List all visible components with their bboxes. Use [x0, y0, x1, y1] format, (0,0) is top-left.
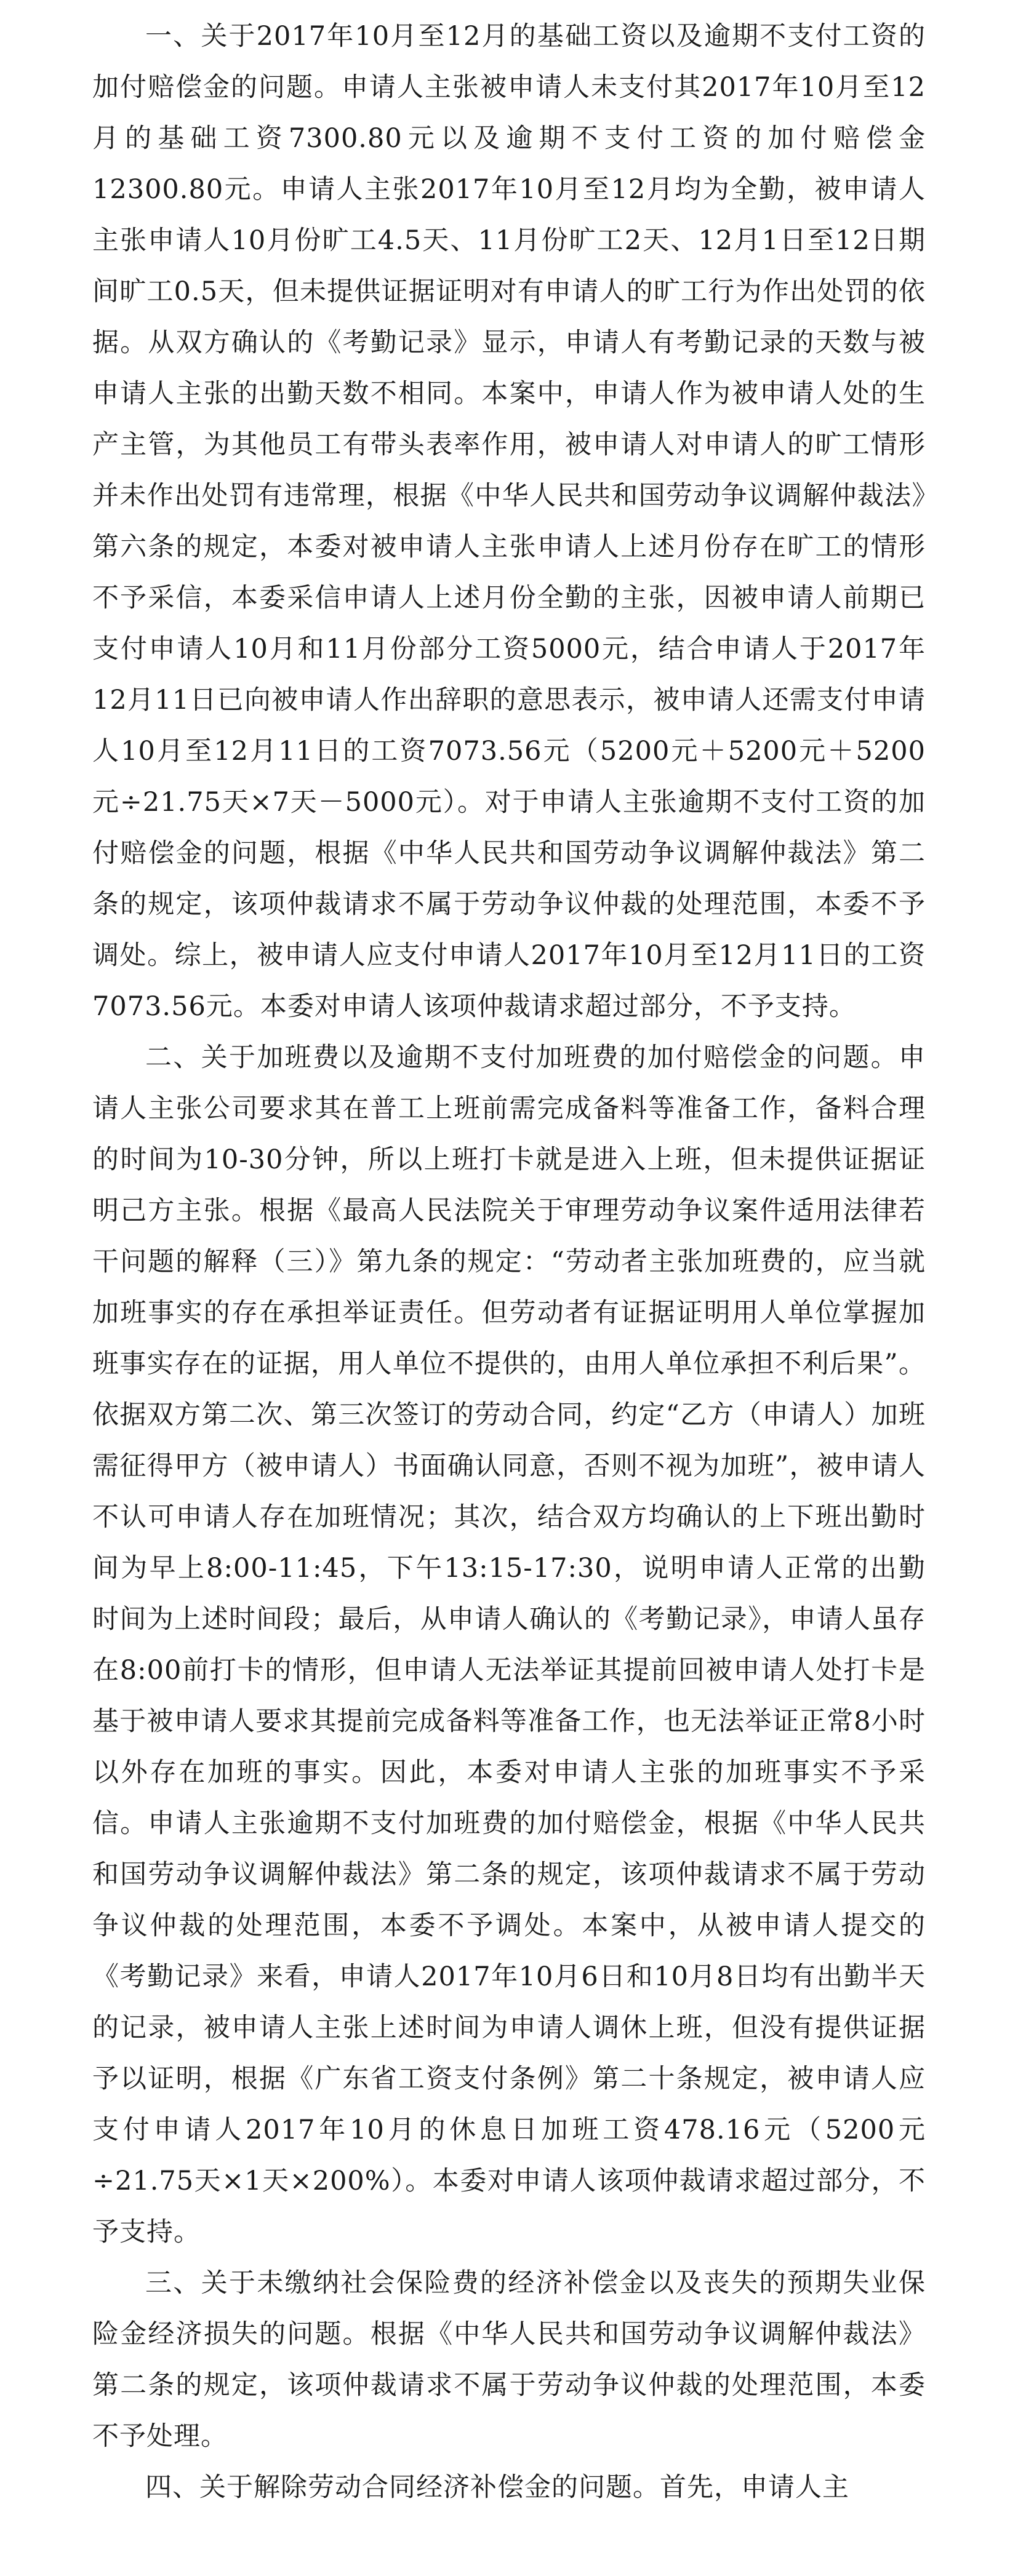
paragraph-3: 三、关于未缴纳社会保险费的经济补偿金以及丧失的预期失业保险金经济损失的问题。根据《中华人民共和国劳动争议调解仲裁法》第二条的规定，该项仲裁请求不属于劳动争议仲裁的处理范围，本委不予处理。 — [92, 2268, 926, 2452]
paragraph-1: 一、关于2017年10月至12月的基础工资以及逾期不支付工资的加付赔偿金的问题。申请人主张被申请人未支付其2017年10月至12月的基础工资7300.80元以及逾期不支付工资的加付赔偿金12300.80元。申请人主张2017年10月至12月均为全勤，被申请人主张申请人10月份旷工4.5天、11月份旷工2天、12月1日至12日期间旷工0.5天，但未提供证据证明对有申请人的旷工行为作出处罚的依据。从双方确认的《考勤记录》显示，申请人有考勤记录的天数与被申请人主张的出勤天数不相同。本案中，申请人作为被申请人处的生产主管，为其他员工有带头表率作用，被申请人对申请人的旷工情形并未作出处罚有违常理，根据《中华人民共和国劳动争议调解仲裁法》第六条的规定，本委对被申请人主张申请人上述月份存在旷工的情形不予采信，本委采信申请人上述月份全勤的主张，因被申请人前期已支付申请人10月和11月份部分工资5000元，结合申请人于2017年12月11日已向被申请人作出辞职的意思表示，被申请人还需支付申请人10月至12月11日的工资7073.56元（5200元＋5200元＋5200元÷21.75天×7天－5000元）。对于申请人主张逾期不支付工资的加付赔偿金的问题，根据《中华人民共和国劳动争议调解仲裁法》第二条的规定，该项仲裁请求不属于劳动争议仲裁的处理范围，本委不予调处。综上，被申请人应支付申请人2017年10月至12月11日的工资7073.56元。本委对申请人该项仲裁请求超过部分，不予支持。 — [92, 21, 926, 1022]
paragraph-2: 二、关于加班费以及逾期不支付加班费的加付赔偿金的问题。申请人主张公司要求其在普工上班前需完成备料等准备工作，备料合理的时间为10-30分钟，所以上班打卡就是进入上班，但未提供证据证明己方主张。根据《最高人民法院关于审理劳动争议案件适用法律若干问题的解释（三）》第九条的规定：“劳动者主张加班费的，应当就加班事实的存在承担举证责任。但劳动者有证据证明用人单位掌握加班事实存在的证据，用人单位不提供的，由用人单位承担不利后果”。依据双方第二次、第三次签订的劳动合同，约定“乙方（申请人）加班需征得甲方（被申请人）书面确认同意，否则不视为加班”，被申请人不认可申请人存在加班情况；其次，结合双方均确认的上下班出勤时间为早上8:00-11:45，下午13:15-17:30，说明申请人正常的出勤时间为上述时间段；最后，从申请人确认的《考勤记录》，申请人虽存在8:00前打卡的情形，但申请人无法举证其提前回被申请人处打卡是基于被申请人要求其提前完成备料等准备工作，也无法举证正常8小时以外存在加班的事实。因此，本委对申请人主张的加班事实不予采信。申请人主张逾期不支付加班费的加付赔偿金，根据《中华人民共和国劳动争议调解仲裁法》第二条的规定，该项仲裁请求不属于劳动争议仲裁的处理范围，本委不予调处。本案中，从被申请人提交的《考勤记录》来看，申请人2017年10月6日和10月8日均有出勤半天的记录，被申请人主张上述时间为申请人调休上班，但没有提供证据予以证明，根据《广东省工资支付条例》第二十条规定，被申请人应支付申请人2017年10月的休息日加班工资478.16元（5200元÷21.75天×1天×200%）。本委对申请人该项仲裁请求超过部分，不予支持。 — [92, 1042, 926, 2247]
document-page — [92, 0, 926, 2513]
paragraph-4: 四、关于解除劳动合同经济补偿金的问题。首先，申请人主 — [145, 2472, 849, 2503]
